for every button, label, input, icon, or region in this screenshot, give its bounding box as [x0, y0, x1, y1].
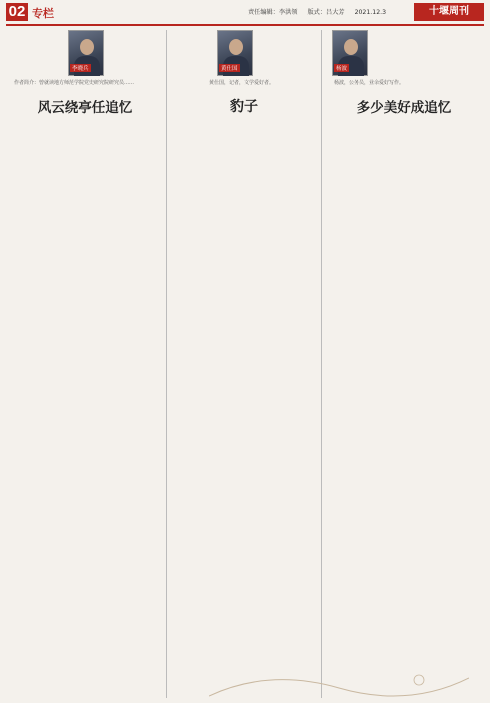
- author-name-tag: 黄仕国: [221, 66, 238, 72]
- author-block: [324, 30, 484, 92]
- author-bio: 杨波，公务员，业余爱好写作。: [334, 80, 405, 86]
- editor-credit: 责任编辑：李洪领: [248, 9, 298, 16]
- article-title: 风云绕亭任追忆: [37, 100, 133, 116]
- author-bio: 黄仕国，记者，文学爱好者。: [209, 80, 275, 86]
- author-bio: 作者简介：曾就读地方师范学院党史研究院研究员……: [14, 80, 135, 86]
- author-name-tag: 李晓兵: [72, 66, 89, 72]
- article-title: 多少美好成追忆: [356, 100, 452, 116]
- layout-credit: 版式：吕大芳: [307, 9, 345, 16]
- header-rule: [6, 24, 484, 26]
- issue-date: 2021.12.3: [354, 9, 387, 16]
- page-number: 02: [6, 3, 28, 21]
- section-label: 专栏: [32, 7, 54, 20]
- author-block: [169, 30, 319, 92]
- column-divider: [321, 30, 322, 698]
- article-column-2: [169, 30, 319, 698]
- article-column-3: [324, 30, 484, 698]
- column-divider: [166, 30, 167, 698]
- masthead: 十堰周刊: [414, 3, 484, 21]
- author-name-tag: 杨波: [336, 66, 348, 72]
- author-block: [6, 30, 164, 92]
- article-column-1: [6, 30, 164, 698]
- article-title: 豹子: [230, 99, 258, 115]
- page-header: [0, 0, 490, 24]
- editor-line: [248, 7, 394, 16]
